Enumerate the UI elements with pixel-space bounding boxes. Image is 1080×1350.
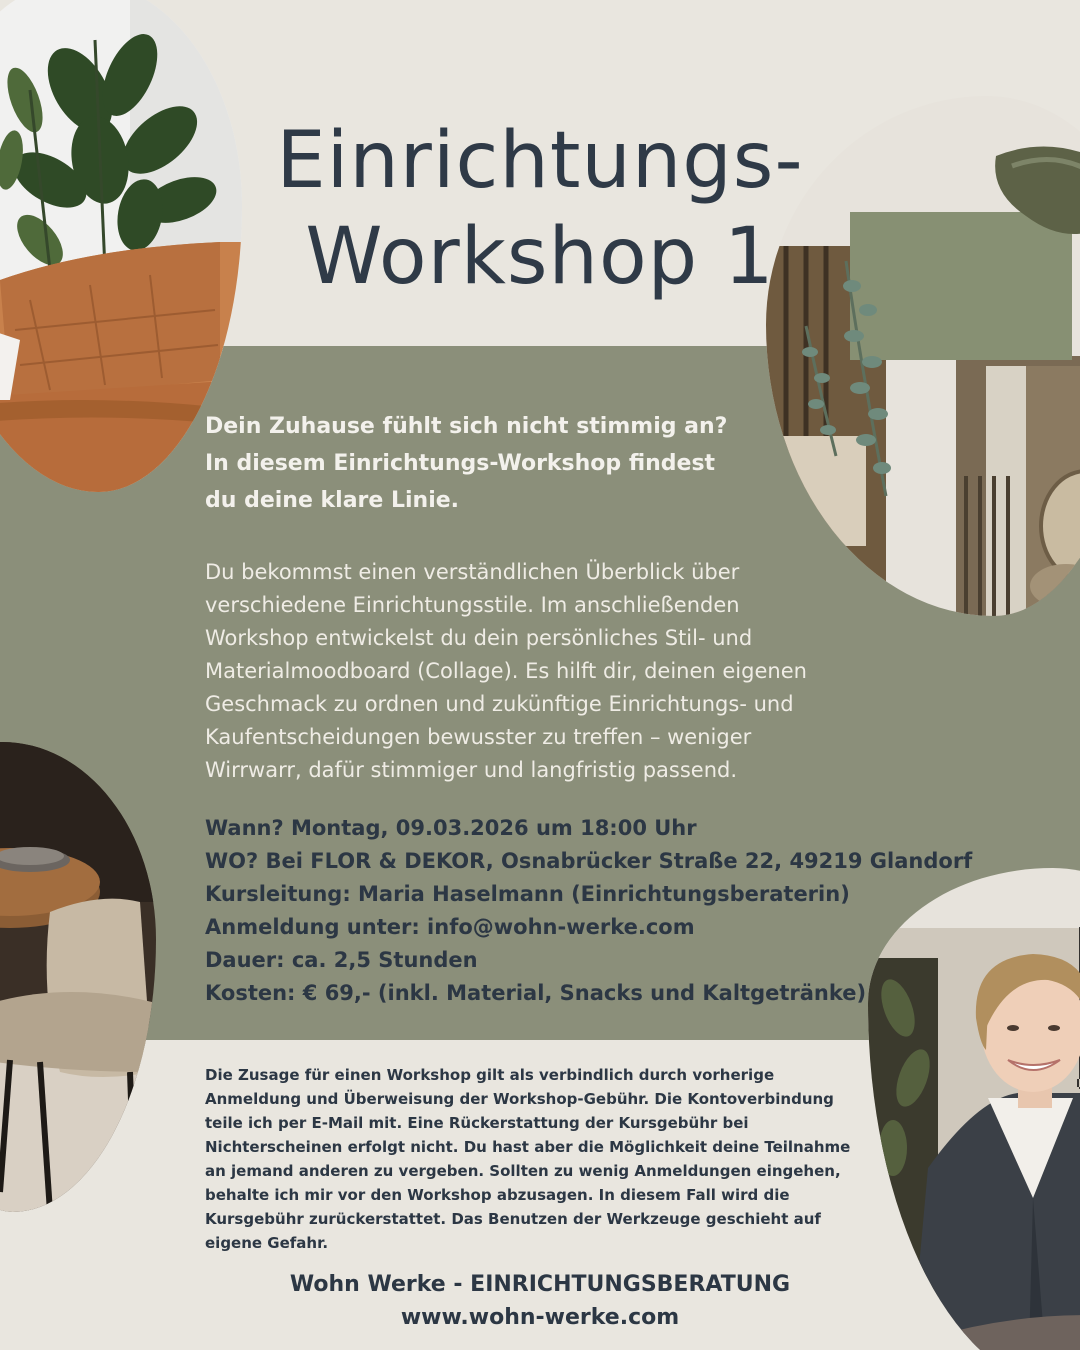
description-line: Workshop entwickelst du dein persönliches Stil- und xyxy=(205,626,753,650)
terms-line: an jemand anderen zu vergeben. Sollten zu wenig Anmeldungen eingehen, xyxy=(205,1162,841,1180)
description-text xyxy=(205,556,885,787)
terms-line: Anmeldung und Überweisung der Workshop-Gebühr. Die Kontoverbindung xyxy=(205,1090,834,1108)
detail-cost: Kosten: € 69,- (inkl. Material, Snacks und Kaltgetränke) xyxy=(205,981,867,1005)
intro-line: In diesem Einrichtungs-Workshop findest xyxy=(205,451,716,476)
intro-text xyxy=(205,408,765,519)
terms-line: Nichterscheinen erfolgt nicht. Du hast aber die Möglichkeit deine Teilnahme xyxy=(205,1138,851,1156)
terms-line: behalte ich mir vor den Workshop abzusagen. In diesem Fall wird die xyxy=(205,1186,790,1204)
detail-instructor: Kursleitung: Maria Haselmann (Einrichtungsberaterin) xyxy=(205,882,850,906)
footer-url[interactable]: www.wohn-werke.com xyxy=(400,1305,680,1330)
event-details xyxy=(205,812,975,1010)
detail-when: Wann? Montag, 09.03.2026 um 18:00 Uhr xyxy=(205,816,697,840)
detail-where: WO? Bei FLOR & DEKOR, Osnabrücker Straße 22, 49219 Glandorf xyxy=(205,849,973,873)
terms-line: eigene Gefahr. xyxy=(205,1234,329,1252)
title-line-2: Workshop 1 xyxy=(305,212,775,302)
intro-line: Dein Zuhause fühlt sich nicht stimmig an? xyxy=(205,414,728,439)
title-line-1: Einrichtungs- xyxy=(276,116,804,206)
description-line: verschiedene Einrichtungsstile. Im anschließenden xyxy=(205,593,740,617)
description-line: Geschmack zu ordnen und zukünftige Einrichtungs- und xyxy=(205,692,794,716)
detail-registration[interactable]: Anmeldung unter: info@wohn-werke.com xyxy=(205,915,695,939)
terms-line: Kursgebühr zurückerstattet. Das Benutzen der Werkzeuge geschieht auf xyxy=(205,1210,821,1228)
terms-line: Die Zusage für einen Workshop gilt als verbindlich durch vorherige xyxy=(205,1066,775,1084)
description-line: Wirrwarr, dafür stimmiger und langfristig passend. xyxy=(205,758,738,782)
description-line: Du bekommst einen verständlichen Überblick über xyxy=(205,560,740,584)
footer-brand: Wohn Werke - EINRICHTUNGSBERATUNG xyxy=(289,1272,791,1297)
intro-line: du deine klare Linie. xyxy=(205,488,460,513)
detail-duration: Dauer: ca. 2,5 Stunden xyxy=(205,948,478,972)
terms-text xyxy=(205,1063,865,1255)
description-line: Kaufentscheidungen bewusster zu treffen – weniger xyxy=(205,725,752,749)
description-line: Materialmoodboard (Collage). Es hilft dir, deinen eigenen xyxy=(205,659,807,683)
terms-line: teile ich per E-Mail mit. Eine Rückerstattung der Kursgebühr bei xyxy=(205,1114,749,1132)
